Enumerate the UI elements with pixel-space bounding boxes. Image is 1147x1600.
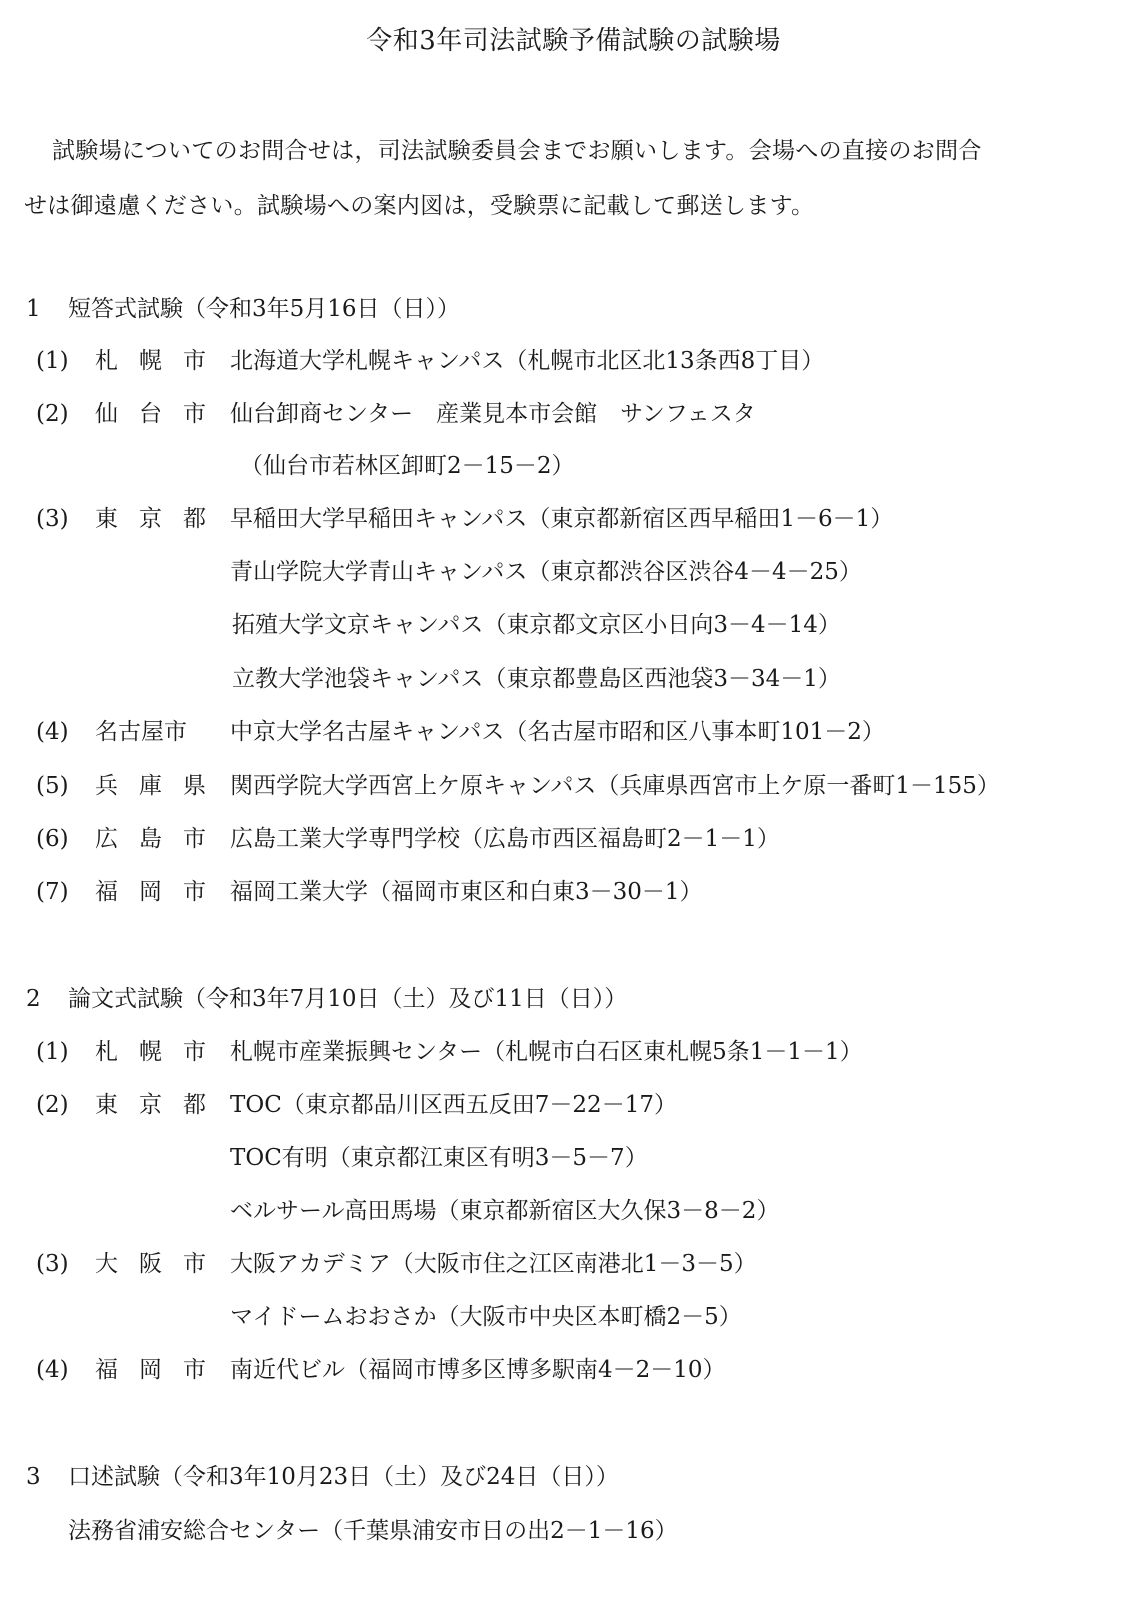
entry-city: 大 阪 市 — [95, 1251, 206, 1277]
venue: 札幌市産業振興センター（札幌市白石区東札幌5条1－1－1） — [230, 1039, 863, 1065]
venue: TOC（東京都品川区西五反田7－22－17） — [230, 1092, 677, 1118]
venue: TOC有明（東京都江東区有明3－5－7） — [230, 1145, 648, 1171]
section-number: 2 — [26, 986, 41, 1012]
entry-index: (4) — [36, 719, 69, 745]
venue: マイドームおおさか（大阪市中央区本町橋2－5） — [230, 1304, 742, 1330]
entry-index: (3) — [36, 1251, 69, 1277]
venue: 北海道大学札幌キャンパス（札幌市北区北13条西8丁目） — [230, 348, 825, 374]
entry-index: (2) — [36, 401, 69, 427]
entry-city: 札 幌 市 — [95, 1039, 206, 1065]
entry-city: 福 岡 市 — [95, 1357, 206, 1383]
page-title: 令和3年司法試験予備試験の試験場 — [366, 26, 781, 56]
venue: 青山学院大学青山キャンパス（東京都渋谷区渋谷4－4－25） — [230, 559, 862, 585]
venue: 拓殖大学文京キャンパス（東京都文京区小日向3－4－14） — [232, 612, 841, 638]
section-heading: 短答式試験（令和3年5月16日（日）） — [68, 296, 461, 322]
entry-city: 仙 台 市 — [95, 401, 206, 427]
venue: 広島工業大学専門学校（広島市西区福島町2－1－1） — [230, 826, 780, 852]
intro-line-1: 試験場についてのお問合せは，司法試験委員会までお願いします。会場への直接のお問合 — [52, 138, 982, 164]
entry-index: (5) — [36, 773, 69, 799]
entry-city: 兵 庫 県 — [95, 773, 206, 799]
entry-index: (4) — [36, 1357, 69, 1383]
section-heading: 口述試験（令和3年10月23日（土）及び24日（日）） — [68, 1464, 619, 1490]
entry-index: (1) — [36, 348, 69, 374]
venue: 仙台卸商センター 産業見本市会館 サンフェスタ — [230, 401, 756, 427]
venue: ベルサール高田馬場（東京都新宿区大久保3－8－2） — [230, 1198, 780, 1224]
entry-index: (7) — [36, 879, 69, 905]
venue: 大阪アカデミア（大阪市住之江区南港北1－3－5） — [230, 1251, 757, 1277]
venue: 早稲田大学早稲田キャンパス（東京都新宿区西早稲田1－6－1） — [230, 506, 894, 532]
entry-index: (6) — [36, 826, 69, 852]
venue: 中京大学名古屋キャンパス（名古屋市昭和区八事本町101－2） — [230, 719, 885, 745]
venue: 関西学院大学西宮上ケ原キャンパス（兵庫県西宮市上ケ原一番町1－155） — [230, 773, 1000, 799]
venue: 福岡工業大学（福岡市東区和白東3－30－1） — [230, 879, 703, 905]
entry-city: 名古屋市 — [95, 719, 187, 745]
entry-city: 札 幌 市 — [95, 348, 206, 374]
section-number: 3 — [26, 1464, 41, 1490]
entry-city: 福 岡 市 — [95, 879, 206, 905]
entry-index: (3) — [36, 506, 69, 532]
section-heading: 論文式試験（令和3年7月10日（土）及び11日（日）） — [68, 986, 628, 1012]
section-number: 1 — [26, 296, 41, 322]
entry-index: (2) — [36, 1092, 69, 1118]
venue: 立教大学池袋キャンパス（東京都豊島区西池袋3－34－1） — [232, 666, 841, 692]
entry-city: 東 京 都 — [95, 1092, 206, 1118]
intro-line-2: せは御遠慮ください。試験場への案内図は，受験票に記載して郵送します。 — [24, 193, 815, 219]
entry-index: (1) — [36, 1039, 69, 1065]
venue: 南近代ビル（福岡市博多区博多駅南4－2－10） — [230, 1357, 726, 1383]
entry-city: 東 京 都 — [95, 506, 206, 532]
venue: 法務省浦安総合センター（千葉県浦安市日の出2－1－16） — [68, 1518, 678, 1544]
venue-address: （仙台市若林区卸町2－15－2） — [240, 453, 575, 479]
entry-city: 広 島 市 — [95, 826, 206, 852]
